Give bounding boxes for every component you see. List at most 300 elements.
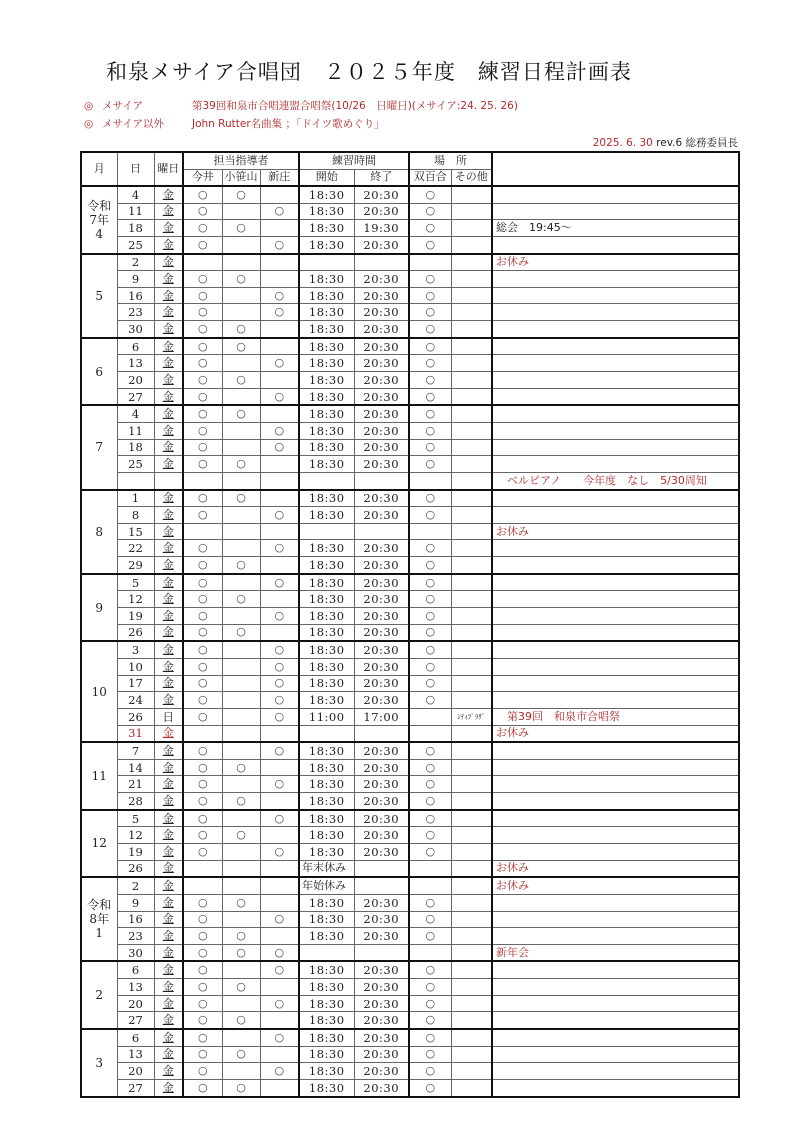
start-cell: 18:30 xyxy=(299,928,354,945)
other-place-cell xyxy=(451,271,492,288)
table-row xyxy=(81,894,739,911)
day-cell: 20 xyxy=(117,372,154,389)
remarks-cell: 第39回 和泉市合唱祭 xyxy=(492,708,739,725)
soyuri-cell: ○ xyxy=(409,439,451,456)
weekday-cell: 金 xyxy=(154,776,183,793)
remarks-cell xyxy=(492,995,739,1012)
imai-cell: ○ xyxy=(183,827,222,844)
table-row xyxy=(81,759,739,776)
shinjo-cell: ○ xyxy=(260,995,299,1012)
day-cell: 1 xyxy=(117,490,154,507)
start-cell: 18:30 xyxy=(299,574,354,591)
remarks-cell xyxy=(492,186,739,203)
kosasayama-cell xyxy=(222,388,260,405)
soyuri-cell: ○ xyxy=(409,1063,451,1080)
remarks-cell xyxy=(492,1079,739,1096)
table-row xyxy=(81,557,739,574)
weekday-cell: 金 xyxy=(154,254,183,271)
day-cell: 19 xyxy=(117,843,154,860)
soyuri-cell: ○ xyxy=(409,304,451,321)
remarks-cell xyxy=(492,507,739,524)
weekday-cell: 金 xyxy=(154,675,183,692)
start-cell: 18:30 xyxy=(299,793,354,810)
shinjo-cell xyxy=(260,1012,299,1029)
weekday-cell: 金 xyxy=(154,574,183,591)
other-place-cell xyxy=(451,979,492,996)
weekday-cell: 金 xyxy=(154,624,183,641)
start-cell: 18:30 xyxy=(299,490,354,507)
soyuri-cell: ○ xyxy=(409,928,451,945)
soyuri-cell: ○ xyxy=(409,271,451,288)
start-cell: 18:30 xyxy=(299,641,354,658)
day-cell: 9 xyxy=(117,271,154,288)
kosasayama-cell xyxy=(222,692,260,709)
imai-cell xyxy=(183,860,222,877)
other-place-cell xyxy=(451,472,492,489)
shinjo-cell xyxy=(260,271,299,288)
weekday-cell: 金 xyxy=(154,372,183,389)
other-place-cell xyxy=(451,641,492,658)
shinjo-cell xyxy=(260,338,299,355)
other-place-cell xyxy=(451,928,492,945)
imai-cell: ○ xyxy=(183,776,222,793)
table-row xyxy=(81,742,739,759)
other-place-cell xyxy=(451,827,492,844)
start-cell xyxy=(299,523,354,540)
table-row xyxy=(81,422,739,439)
kosasayama-cell xyxy=(222,658,260,675)
end-cell: 20:30 xyxy=(354,979,409,996)
other-place-cell xyxy=(451,793,492,810)
soyuri-cell: ○ xyxy=(409,1046,451,1063)
day-cell: 4 xyxy=(117,186,154,203)
end-cell: 20:30 xyxy=(354,759,409,776)
shinjo-cell xyxy=(260,523,299,540)
day-cell: 7 xyxy=(117,742,154,759)
start-cell: 18:30 xyxy=(299,220,354,237)
table-row xyxy=(81,338,739,355)
table-row xyxy=(81,877,739,894)
end-cell: 20:30 xyxy=(354,1012,409,1029)
other-place-cell xyxy=(451,877,492,894)
month-label: 9 xyxy=(95,600,104,615)
other-place-cell xyxy=(451,776,492,793)
other-place-cell xyxy=(451,574,492,591)
header-time: 練習時間 xyxy=(299,152,409,169)
other-place-cell xyxy=(451,287,492,304)
soyuri-cell: ○ xyxy=(409,843,451,860)
start-cell: 18:30 xyxy=(299,894,354,911)
kosasayama-cell: ○ xyxy=(222,372,260,389)
kosasayama-cell xyxy=(222,641,260,658)
soyuri-cell: ○ xyxy=(409,372,451,389)
kosasayama-cell: ○ xyxy=(222,928,260,945)
shinjo-cell xyxy=(260,254,299,271)
weekday-cell: 金 xyxy=(154,793,183,810)
weekday-cell: 金 xyxy=(154,220,183,237)
start-cell: 18:30 xyxy=(299,388,354,405)
revision-number: rev.6 xyxy=(656,137,683,149)
end-cell: 20:30 xyxy=(354,624,409,641)
imai-cell: ○ xyxy=(183,1029,222,1046)
kosasayama-cell: ○ xyxy=(222,1012,260,1029)
imai-cell: ○ xyxy=(183,203,222,220)
start-cell: 18:30 xyxy=(299,355,354,372)
start-cell: 18:30 xyxy=(299,810,354,827)
header-weekday: 曜日 xyxy=(154,152,183,186)
remarks-cell xyxy=(492,692,739,709)
imai-cell: ○ xyxy=(183,422,222,439)
remarks-cell xyxy=(492,439,739,456)
month-label: 12 xyxy=(91,836,107,851)
remarks-cell xyxy=(492,911,739,928)
weekday-cell: 金 xyxy=(154,456,183,473)
start-cell: 18:30 xyxy=(299,675,354,692)
note-other xyxy=(84,116,385,131)
remarks-cell xyxy=(492,203,739,220)
kosasayama-cell xyxy=(222,236,260,253)
weekday-cell: 金 xyxy=(154,961,183,978)
kosasayama-cell xyxy=(222,608,260,625)
day-cell: 6 xyxy=(117,961,154,978)
shinjo-cell xyxy=(260,894,299,911)
kosasayama-cell xyxy=(222,776,260,793)
header-other: その他 xyxy=(451,169,492,186)
end-cell: 20:30 xyxy=(354,995,409,1012)
start-cell: 年始休み xyxy=(299,877,354,894)
shinjo-cell xyxy=(260,472,299,489)
imai-cell: ○ xyxy=(183,608,222,625)
remarks-cell xyxy=(492,810,739,827)
end-cell: 20:30 xyxy=(354,1063,409,1080)
imai-cell: ○ xyxy=(183,490,222,507)
weekday-cell: 金 xyxy=(154,641,183,658)
start-cell: 18:30 xyxy=(299,321,354,338)
start-cell: 18:30 xyxy=(299,843,354,860)
month-label: 2 xyxy=(95,988,104,1003)
table-row xyxy=(81,439,739,456)
month-label: 7年 xyxy=(89,212,110,227)
other-place-cell xyxy=(451,254,492,271)
remarks-cell xyxy=(492,591,739,608)
remarks-cell xyxy=(492,894,739,911)
shinjo-cell xyxy=(260,557,299,574)
other-place-cell xyxy=(451,523,492,540)
kosasayama-cell: ○ xyxy=(222,338,260,355)
kosasayama-cell xyxy=(222,355,260,372)
start-cell xyxy=(299,944,354,961)
imai-cell: ○ xyxy=(183,641,222,658)
day-cell: 6 xyxy=(117,1029,154,1046)
shinjo-cell: ○ xyxy=(260,203,299,220)
remarks-cell xyxy=(492,236,739,253)
day-cell xyxy=(117,472,154,489)
shinjo-cell: ○ xyxy=(260,422,299,439)
day-cell: 26 xyxy=(117,860,154,877)
other-place-cell xyxy=(451,692,492,709)
start-cell: 18:30 xyxy=(299,271,354,288)
remarks-cell: お休み xyxy=(492,523,739,540)
soyuri-cell xyxy=(409,472,451,489)
remarks-cell xyxy=(492,742,739,759)
kosasayama-cell: ○ xyxy=(222,759,260,776)
soyuri-cell: ○ xyxy=(409,507,451,524)
month-label: 5 xyxy=(95,288,104,303)
weekday-cell: 金 xyxy=(154,1029,183,1046)
imai-cell: ○ xyxy=(183,793,222,810)
imai-cell: ○ xyxy=(183,591,222,608)
table-row xyxy=(81,203,739,220)
weekday-cell: 金 xyxy=(154,860,183,877)
start-cell: 18:30 xyxy=(299,911,354,928)
remarks-cell xyxy=(492,422,739,439)
shinjo-cell xyxy=(260,591,299,608)
revision-author: 総務委員長 xyxy=(685,137,738,149)
day-cell: 27 xyxy=(117,388,154,405)
table-row xyxy=(81,624,739,641)
start-cell: 18:30 xyxy=(299,827,354,844)
start-cell: 18:30 xyxy=(299,372,354,389)
soyuri-cell: ○ xyxy=(409,287,451,304)
other-place-cell xyxy=(451,591,492,608)
end-cell: 20:30 xyxy=(354,1079,409,1096)
note-label: メサイア xyxy=(102,100,143,112)
table-row xyxy=(81,979,739,996)
soyuri-cell: ○ xyxy=(409,338,451,355)
end-cell: 20:30 xyxy=(354,355,409,372)
weekday-cell xyxy=(154,472,183,489)
other-place-cell xyxy=(451,422,492,439)
shinjo-cell xyxy=(260,321,299,338)
start-cell: 18:30 xyxy=(299,995,354,1012)
soyuri-cell: ○ xyxy=(409,1012,451,1029)
weekday-cell: 金 xyxy=(154,422,183,439)
end-cell: 20:30 xyxy=(354,658,409,675)
imai-cell: ○ xyxy=(183,186,222,203)
end-cell: 20:30 xyxy=(354,439,409,456)
weekday-cell: 金 xyxy=(154,1063,183,1080)
table-row xyxy=(81,472,739,489)
end-cell: 20:30 xyxy=(354,911,409,928)
month-label: 3 xyxy=(95,1055,104,1070)
revision-info xyxy=(593,135,738,150)
soyuri-cell: ○ xyxy=(409,692,451,709)
weekday-cell: 金 xyxy=(154,186,183,203)
remarks-cell xyxy=(492,271,739,288)
weekday-cell: 金 xyxy=(154,490,183,507)
weekday-cell: 金 xyxy=(154,591,183,608)
month-cell xyxy=(81,1029,117,1097)
soyuri-cell: ○ xyxy=(409,658,451,675)
imai-cell: ○ xyxy=(183,675,222,692)
remarks-cell: お休み xyxy=(492,725,739,742)
other-place-cell xyxy=(451,456,492,473)
remarks-cell xyxy=(492,456,739,473)
table-row xyxy=(81,793,739,810)
imai-cell: ○ xyxy=(183,961,222,978)
soyuri-cell: ○ xyxy=(409,911,451,928)
imai-cell: ○ xyxy=(183,810,222,827)
imai-cell: ○ xyxy=(183,220,222,237)
kosasayama-cell: ○ xyxy=(222,271,260,288)
shinjo-cell: ○ xyxy=(260,776,299,793)
soyuri-cell: ○ xyxy=(409,624,451,641)
remarks-cell xyxy=(492,490,739,507)
end-cell: 20:30 xyxy=(354,287,409,304)
month-label: 7 xyxy=(95,440,104,455)
month-cell xyxy=(81,405,117,489)
other-place-cell xyxy=(451,507,492,524)
kosasayama-cell: ○ xyxy=(222,405,260,422)
imai-cell: ○ xyxy=(183,843,222,860)
day-cell: 2 xyxy=(117,877,154,894)
soyuri-cell xyxy=(409,860,451,877)
soyuri-cell: ○ xyxy=(409,961,451,978)
end-cell: 20:30 xyxy=(354,405,409,422)
end-cell: 20:30 xyxy=(354,1029,409,1046)
weekday-cell: 金 xyxy=(154,507,183,524)
weekday-cell: 金 xyxy=(154,236,183,253)
weekday-cell: 金 xyxy=(154,203,183,220)
month-label: 8 xyxy=(95,524,104,539)
other-place-cell xyxy=(451,490,492,507)
month-cell xyxy=(81,961,117,1029)
soyuri-cell: ○ xyxy=(409,810,451,827)
kosasayama-cell: ○ xyxy=(222,979,260,996)
start-cell: 18:30 xyxy=(299,338,354,355)
kosasayama-cell xyxy=(222,439,260,456)
day-cell: 16 xyxy=(117,287,154,304)
soyuri-cell: ○ xyxy=(409,995,451,1012)
end-cell: 20:30 xyxy=(354,675,409,692)
imai-cell xyxy=(183,254,222,271)
weekday-cell: 金 xyxy=(154,928,183,945)
remarks-cell xyxy=(492,658,739,675)
kosasayama-cell: ○ xyxy=(222,793,260,810)
kosasayama-cell xyxy=(222,961,260,978)
start-cell: 18:30 xyxy=(299,287,354,304)
soyuri-cell: ○ xyxy=(409,1029,451,1046)
end-cell xyxy=(354,254,409,271)
end-cell: 20:30 xyxy=(354,271,409,288)
shinjo-cell: ○ xyxy=(260,1063,299,1080)
start-cell: 18:30 xyxy=(299,422,354,439)
kosasayama-cell xyxy=(222,304,260,321)
weekday-cell: 金 xyxy=(154,894,183,911)
soyuri-cell: ○ xyxy=(409,979,451,996)
kosasayama-cell: ○ xyxy=(222,827,260,844)
end-cell xyxy=(354,877,409,894)
end-cell: 17:00 xyxy=(354,708,409,725)
end-cell: 20:30 xyxy=(354,776,409,793)
header-end: 終了 xyxy=(354,169,409,186)
soyuri-cell: ○ xyxy=(409,220,451,237)
shinjo-cell xyxy=(260,928,299,945)
day-cell: 24 xyxy=(117,692,154,709)
imai-cell: ○ xyxy=(183,1046,222,1063)
imai-cell: ○ xyxy=(183,271,222,288)
remarks-cell: お休み xyxy=(492,254,739,271)
other-place-cell xyxy=(451,338,492,355)
day-cell: 11 xyxy=(117,203,154,220)
imai-cell: ○ xyxy=(183,624,222,641)
other-place-cell xyxy=(451,860,492,877)
day-cell: 6 xyxy=(117,338,154,355)
imai-cell: ○ xyxy=(183,1063,222,1080)
remarks-cell xyxy=(492,1029,739,1046)
table-row xyxy=(81,911,739,928)
header-place: 場 所 xyxy=(409,152,492,169)
remarks-cell: お休み xyxy=(492,860,739,877)
imai-cell: ○ xyxy=(183,338,222,355)
table-row xyxy=(81,1046,739,1063)
other-place-cell xyxy=(451,1029,492,1046)
soyuri-cell: ○ xyxy=(409,641,451,658)
day-cell: 12 xyxy=(117,827,154,844)
month-label: 4 xyxy=(95,226,104,241)
kosasayama-cell: ○ xyxy=(222,557,260,574)
kosasayama-cell: ○ xyxy=(222,1079,260,1096)
remarks-cell xyxy=(492,624,739,641)
table-row xyxy=(81,827,739,844)
kosasayama-cell xyxy=(222,287,260,304)
remarks-cell xyxy=(492,557,739,574)
weekday-cell: 金 xyxy=(154,725,183,742)
imai-cell: ○ xyxy=(183,742,222,759)
other-place-cell xyxy=(451,355,492,372)
imai-cell: ○ xyxy=(183,979,222,996)
day-cell: 12 xyxy=(117,591,154,608)
soyuri-cell: ○ xyxy=(409,321,451,338)
kosasayama-cell xyxy=(222,472,260,489)
shinjo-cell xyxy=(260,456,299,473)
shinjo-cell: ○ xyxy=(260,355,299,372)
day-cell: 23 xyxy=(117,928,154,945)
schedule-table xyxy=(80,151,740,1098)
remarks-cell: 総会 19:45～ xyxy=(492,220,739,237)
table-row xyxy=(81,608,739,625)
month-cell xyxy=(81,877,117,961)
kosasayama-cell: ○ xyxy=(222,186,260,203)
start-cell: 18:30 xyxy=(299,456,354,473)
imai-cell: ○ xyxy=(183,405,222,422)
table-row xyxy=(81,1029,739,1046)
remarks-cell xyxy=(492,372,739,389)
other-place-cell xyxy=(451,961,492,978)
weekday-cell: 金 xyxy=(154,1012,183,1029)
header-month: 月 xyxy=(81,152,117,186)
other-place-cell xyxy=(451,1012,492,1029)
end-cell: 20:30 xyxy=(354,540,409,557)
end-cell: 20:30 xyxy=(354,810,409,827)
soyuri-cell xyxy=(409,877,451,894)
day-cell: 19 xyxy=(117,608,154,625)
month-label: 11 xyxy=(91,768,107,783)
soyuri-cell: ○ xyxy=(409,827,451,844)
soyuri-cell xyxy=(409,523,451,540)
soyuri-cell: ○ xyxy=(409,894,451,911)
table-row xyxy=(81,658,739,675)
table-row xyxy=(81,675,739,692)
remarks-cell xyxy=(492,540,739,557)
shinjo-cell: ○ xyxy=(260,287,299,304)
note-label: メサイア以外 xyxy=(102,118,164,130)
weekday-cell: 金 xyxy=(154,271,183,288)
other-place-cell xyxy=(451,911,492,928)
shinjo-cell: ○ xyxy=(260,574,299,591)
table-row xyxy=(81,860,739,877)
soyuri-cell: ○ xyxy=(409,742,451,759)
